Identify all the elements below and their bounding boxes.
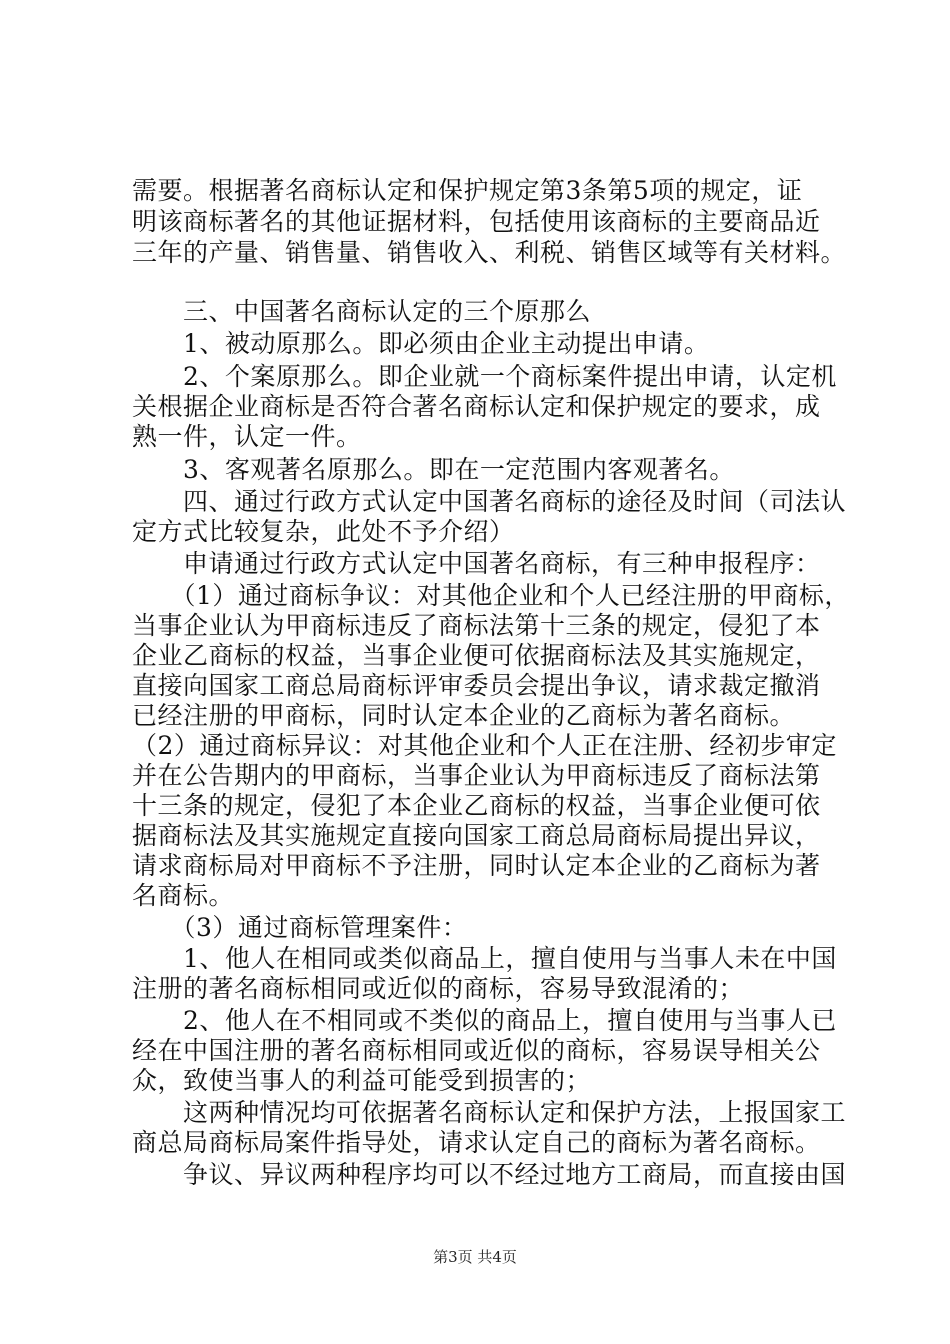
text-line: （3）通过商标管理案件： <box>132 913 468 942</box>
text-line: 明该商标著名的其他证据材料，包括使用该商标的主要商品近 <box>132 207 821 236</box>
page-number-footer: 第3页 共4页 <box>433 1248 517 1266</box>
text-line: 众，致使当事人的利益可能受到损害的； <box>132 1066 592 1095</box>
text-line: 三年的产量、销售量、销售收入、利税、销售区域等有关材料。 <box>132 238 847 267</box>
text-line: 定方式比较复杂，此处不予介绍） <box>132 517 515 546</box>
section-heading: 四、通过行政方式认定中国著名商标的途径及时间（司法认 <box>132 487 847 516</box>
text-line: 3、客观著名原那么。即在一定范围内客观著名。 <box>132 455 735 484</box>
section-heading: 三、中国著名商标认定的三个原那么 <box>132 297 592 326</box>
text-line: （2）通过商标异议：对其他企业和个人正在注册、经初步审定 <box>132 731 837 760</box>
text-line: 1、被动原那么。即必须由企业主动提出申请。 <box>132 329 710 358</box>
text-line: 企业乙商标的权益，当事企业便可依据商标法及其实施规定， <box>132 641 821 670</box>
text-line: 注册的著名商标相同或近似的商标，容易导致混淆的； <box>132 974 745 1003</box>
text-line: 经在中国注册的著名商标相同或近似的商标，容易误导相关公 <box>132 1036 821 1065</box>
text-line: （1）通过商标争议：对其他企业和个人已经注册的甲商标， <box>132 581 850 610</box>
text-line: 名商标。 <box>132 881 235 910</box>
text-line: 需要。根据著名商标认定和保护规定第3条第5项的规定，证 <box>132 176 803 205</box>
text-line: 2、个案原那么。即企业就一个商标案件提出申请，认定机 <box>132 362 837 391</box>
text-line: 1、他人在相同或类似商品上，擅自使用与当事人未在中国 <box>132 944 837 973</box>
text-line: 熟一件，认定一件。 <box>132 422 362 451</box>
text-line: 直接向国家工商总局商标评审委员会提出争议，请求裁定撤消 <box>132 671 821 700</box>
text-line: 关根据企业商标是否符合著名商标认定和保护规定的要求，成 <box>132 392 821 421</box>
text-line: 据商标法及其实施规定直接向国家工商总局商标局提出异议， <box>132 821 821 850</box>
text-line: 已经注册的甲商标，同时认定本企业的乙商标为著名商标。 <box>132 701 796 730</box>
text-line: 申请通过行政方式认定中国著名商标，有三种申报程序： <box>132 549 821 578</box>
text-line: 当事企业认为甲商标违反了商标法第十三条的规定，侵犯了本 <box>132 611 821 640</box>
text-line: 并在公告期内的甲商标，当事企业认为甲商标违反了商标法第 <box>132 761 821 790</box>
text-line: 十三条的规定，侵犯了本企业乙商标的权益，当事企业便可依 <box>132 791 821 820</box>
text-line: 这两种情况均可依据著名商标认定和保护方法，上报国家工 <box>132 1098 847 1127</box>
text-line: 请求商标局对甲商标不予注册，同时认定本企业的乙商标为著 <box>132 851 821 880</box>
text-line: 争议、异议两种程序均可以不经过地方工商局，而直接由国 <box>132 1160 847 1189</box>
text-line: 商总局商标局案件指导处，请求认定自己的商标为著名商标。 <box>132 1128 821 1157</box>
text-line: 2、他人在不相同或不类似的商品上，擅自使用与当事人已 <box>132 1006 837 1035</box>
